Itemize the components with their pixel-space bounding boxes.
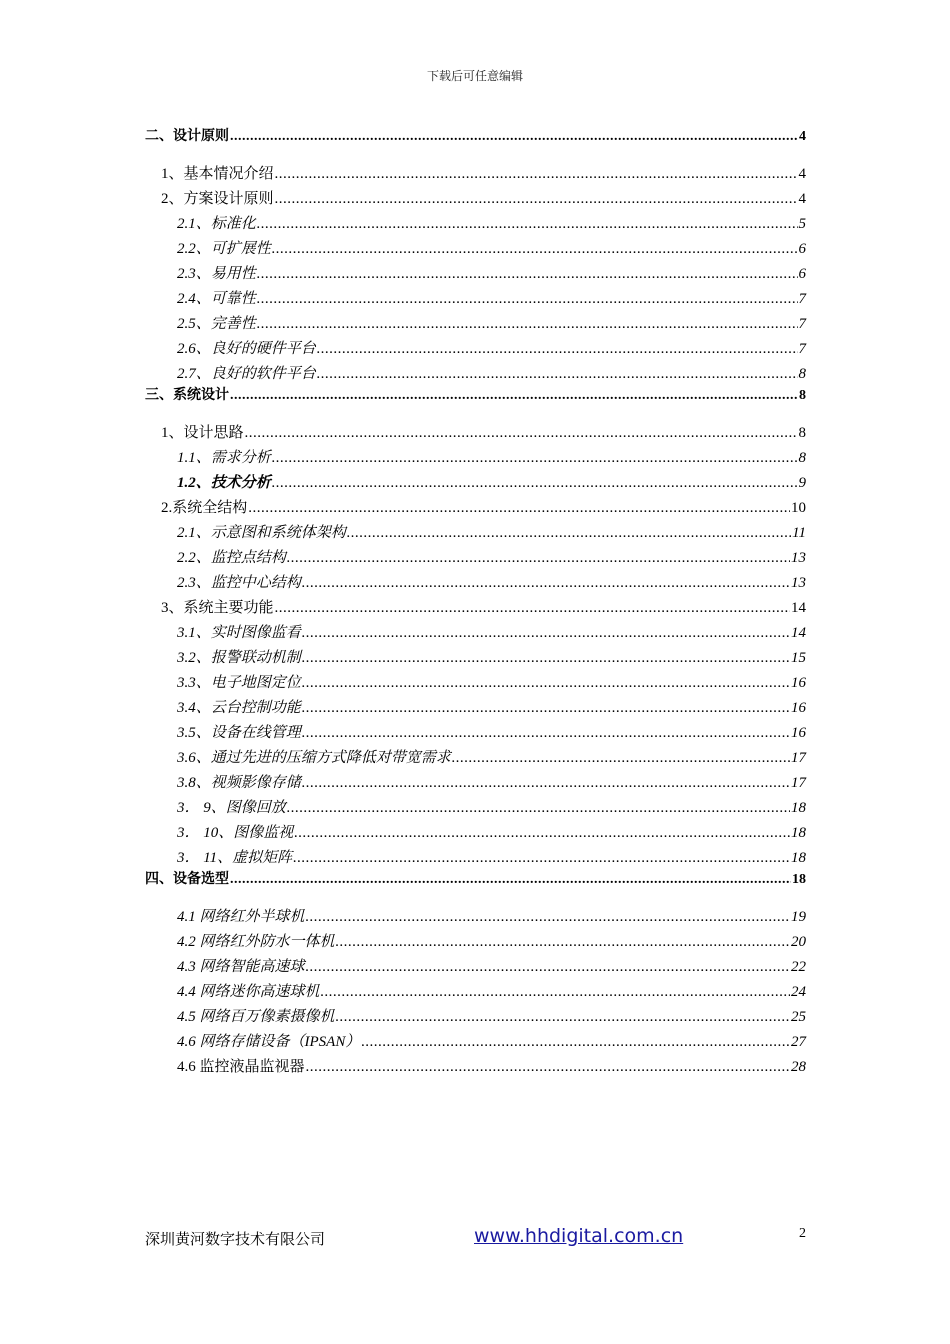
footer-page-number: 2	[799, 1226, 806, 1241]
toc-entry[interactable]	[145, 980, 806, 1005]
toc-dot-leader	[302, 771, 790, 796]
toc-dot-leader	[257, 312, 798, 337]
toc-dot-leader	[257, 262, 798, 287]
toc-entry-page: 16	[791, 675, 806, 691]
toc-entry[interactable]	[145, 796, 806, 821]
toc-entry-label: 2.3、监控中心结构	[177, 575, 301, 591]
page-header-note: 下载后可任意编辑	[426, 69, 523, 83]
toc-entry[interactable]	[145, 496, 806, 521]
toc-entry-label: 4.3 网络智能高速球	[177, 959, 305, 975]
toc-entry-label: 3.6、通过先进的压缩方式降低对带宽需求	[177, 750, 451, 766]
toc-entry[interactable]	[145, 546, 806, 571]
toc-entry[interactable]	[145, 421, 806, 446]
toc-entry[interactable]	[145, 930, 806, 955]
toc-dot-leader	[347, 521, 791, 546]
toc-entry[interactable]	[145, 162, 806, 187]
toc-entry-page: 7	[798, 341, 806, 357]
toc-entry-page: 14	[791, 600, 806, 616]
toc-entry[interactable]	[145, 521, 806, 546]
toc-entry-label: 4.6 网络存储设备（IPSAN）	[177, 1034, 361, 1050]
toc-dot-leader	[302, 621, 790, 646]
toc-entry[interactable]	[145, 696, 806, 721]
toc-entry-label: 1、设计思路	[161, 425, 244, 441]
toc-entry[interactable]	[145, 1005, 806, 1030]
toc-dot-leader	[306, 955, 790, 980]
toc-dot-leader	[361, 1030, 790, 1055]
toc-entry-page: 11	[792, 525, 806, 541]
toc-dot-leader	[302, 571, 790, 596]
toc-entry-label: 3、系统主要功能	[161, 600, 274, 616]
toc-dot-leader	[302, 646, 790, 671]
toc-dot-leader	[302, 671, 790, 696]
toc-entry-page: 18	[791, 850, 806, 866]
toc-entry-page: 6	[798, 266, 806, 282]
toc-dot-leader	[230, 387, 798, 405]
toc-entry-label: 4.4 网络迷你高速球机	[177, 984, 320, 1000]
toc-entry-label: 4.5 网络百万像素摄像机	[177, 1009, 335, 1025]
toc-entry-page: 24	[791, 984, 806, 1000]
toc-entry[interactable]	[145, 362, 806, 387]
toc-entry[interactable]	[145, 905, 806, 930]
toc-entry-label: 1.1、需求分析	[177, 450, 271, 466]
toc-entry-label: 2.3、易用性	[177, 266, 256, 282]
toc-entry-page: 8	[798, 366, 806, 382]
toc-entry[interactable]	[145, 212, 806, 237]
toc-entry[interactable]	[145, 312, 806, 337]
toc-entry-page: 15	[791, 650, 806, 666]
toc-entry-page: 14	[791, 625, 806, 641]
toc-dot-leader	[293, 846, 790, 871]
toc-entry-label: 2.6、良好的硬件平台	[177, 341, 316, 357]
toc-entry-label: 4.2 网络红外防水一体机	[177, 934, 335, 950]
toc-dot-leader	[302, 696, 790, 721]
toc-entry-label: 3.8、视频影像存储	[177, 775, 301, 791]
toc-entry-page: 17	[791, 775, 806, 791]
toc-entry-page: 22	[791, 959, 806, 975]
toc-entry[interactable]	[145, 721, 806, 746]
toc-entry-page: 13	[791, 550, 806, 566]
toc-entry[interactable]	[145, 771, 806, 796]
toc-dot-leader	[306, 905, 790, 930]
toc-entry-page: 10	[791, 500, 806, 516]
toc-entry-page: 28	[791, 1059, 806, 1075]
toc-entry[interactable]	[145, 871, 806, 889]
toc-entry-page: 25	[791, 1009, 806, 1025]
toc-dot-leader	[317, 362, 798, 387]
toc-entry-page: 16	[791, 700, 806, 716]
toc-dot-leader	[294, 821, 790, 846]
toc-entry-page: 19	[791, 909, 806, 925]
toc-entry-label: 2.5、完善性	[177, 316, 256, 332]
toc-entry[interactable]	[145, 646, 806, 671]
toc-entry-label: 四、设备选型	[145, 872, 229, 887]
footer-company-name: 深圳黄河数字技术有限公司	[145, 1232, 326, 1248]
toc-entry[interactable]	[145, 621, 806, 646]
toc-entry-page: 18	[792, 872, 806, 887]
toc-entry-label: 二、设计原则	[145, 129, 229, 144]
toc-entry-page: 8	[798, 450, 806, 466]
toc-dot-leader	[317, 337, 798, 362]
toc-entry-page: 27	[791, 1034, 806, 1050]
toc-entry-page: 16	[791, 725, 806, 741]
toc-entry[interactable]	[145, 596, 806, 621]
toc-entry-page: 18	[791, 825, 806, 841]
toc-dot-leader	[257, 287, 798, 312]
toc-entry-label: 3． 10、图像监视	[177, 825, 294, 841]
toc-entry-label: 3． 9、图像回放	[177, 800, 286, 816]
toc-entry-label: 2.2、可扩展性	[177, 241, 271, 257]
toc-dot-leader	[245, 421, 798, 446]
toc-entry[interactable]	[145, 821, 806, 846]
toc-dot-leader	[230, 871, 791, 889]
toc-dot-leader	[275, 187, 798, 212]
toc-entry-page: 6	[798, 241, 806, 257]
toc-dot-leader	[302, 721, 790, 746]
toc-entry-page: 8	[799, 388, 806, 403]
toc-dot-leader	[452, 746, 790, 771]
toc-entry[interactable]	[145, 571, 806, 596]
toc-entry-label: 1、基本情况介绍	[161, 166, 274, 182]
toc-entry-label: 4.6 监控液晶监视器	[177, 1059, 305, 1075]
toc-entry[interactable]	[145, 387, 806, 405]
toc-entry[interactable]	[145, 287, 806, 312]
toc-entry-page: 17	[791, 750, 806, 766]
toc-dot-leader	[272, 446, 798, 471]
toc-entry-label: 4.1 网络红外半球机	[177, 909, 305, 925]
toc-entry[interactable]	[145, 471, 806, 496]
toc-dot-leader	[336, 1005, 790, 1030]
toc-entry-label: 2.系统全结构	[161, 500, 248, 516]
toc-entry-page: 7	[798, 316, 806, 332]
toc-entry-page: 7	[798, 291, 806, 307]
toc-entry-label: 2、方案设计原则	[161, 191, 274, 207]
toc-entry-label: 3.4、云台控制功能	[177, 700, 301, 716]
toc-entry[interactable]	[145, 846, 806, 871]
toc-entry-page: 18	[791, 800, 806, 816]
toc-entry-page: 5	[798, 216, 806, 232]
toc-entry-label: 3.3、电子地图定位	[177, 675, 301, 691]
toc-entry[interactable]	[145, 262, 806, 287]
toc-entry-label: 2.2、监控点结构	[177, 550, 286, 566]
toc-dot-leader	[336, 930, 790, 955]
toc-entry-label: 3.2、报警联动机制	[177, 650, 301, 666]
toc-dot-leader	[275, 162, 798, 187]
toc-entry[interactable]	[145, 671, 806, 696]
toc-entry[interactable]	[145, 746, 806, 771]
toc-dot-leader	[272, 471, 798, 496]
toc-entry-page: 4	[799, 129, 806, 144]
toc-dot-leader	[287, 546, 790, 571]
toc-entry-page: 20	[791, 934, 806, 950]
toc-entry[interactable]	[145, 237, 806, 262]
toc-entry-label: 2.4、可靠性	[177, 291, 256, 307]
toc-entry-page: 8	[798, 425, 806, 441]
toc-entry-label: 3． 11、虚拟矩阵	[177, 850, 293, 866]
toc-dot-leader	[248, 496, 790, 521]
footer-website-link[interactable]: www.hhdigital.com.cn	[474, 1225, 684, 1247]
table-of-contents	[145, 128, 806, 1080]
toc-entry[interactable]	[145, 955, 806, 980]
toc-entry-page: 9	[798, 475, 806, 491]
toc-entry-label: 3.5、设备在线管理	[177, 725, 301, 741]
toc-entry-label: 2.1、示意图和系统体架构	[177, 525, 346, 541]
toc-dot-leader	[275, 596, 790, 621]
toc-dot-leader	[287, 796, 790, 821]
toc-entry[interactable]	[145, 446, 806, 471]
toc-entry[interactable]	[145, 337, 806, 362]
toc-dot-leader	[230, 128, 798, 146]
toc-entry-label: 1.2、技术分析	[177, 475, 271, 491]
toc-entry-label: 2.1、标准化	[177, 216, 256, 232]
toc-dot-leader	[321, 980, 790, 1005]
toc-entry-page: 4	[798, 191, 806, 207]
toc-entry-page: 4	[798, 166, 806, 182]
toc-entry[interactable]	[145, 187, 806, 212]
toc-entry-label: 三、系统设计	[145, 388, 229, 403]
toc-entry[interactable]	[145, 1055, 806, 1080]
toc-dot-leader	[306, 1055, 790, 1080]
toc-entry[interactable]	[145, 1030, 806, 1055]
toc-entry-label: 2.7、良好的软件平台	[177, 366, 316, 382]
toc-entry[interactable]	[145, 128, 806, 146]
toc-dot-leader	[257, 212, 798, 237]
toc-dot-leader	[272, 237, 798, 262]
toc-entry-page: 13	[791, 575, 806, 591]
toc-entry-label: 3.1、实时图像监看	[177, 625, 301, 641]
